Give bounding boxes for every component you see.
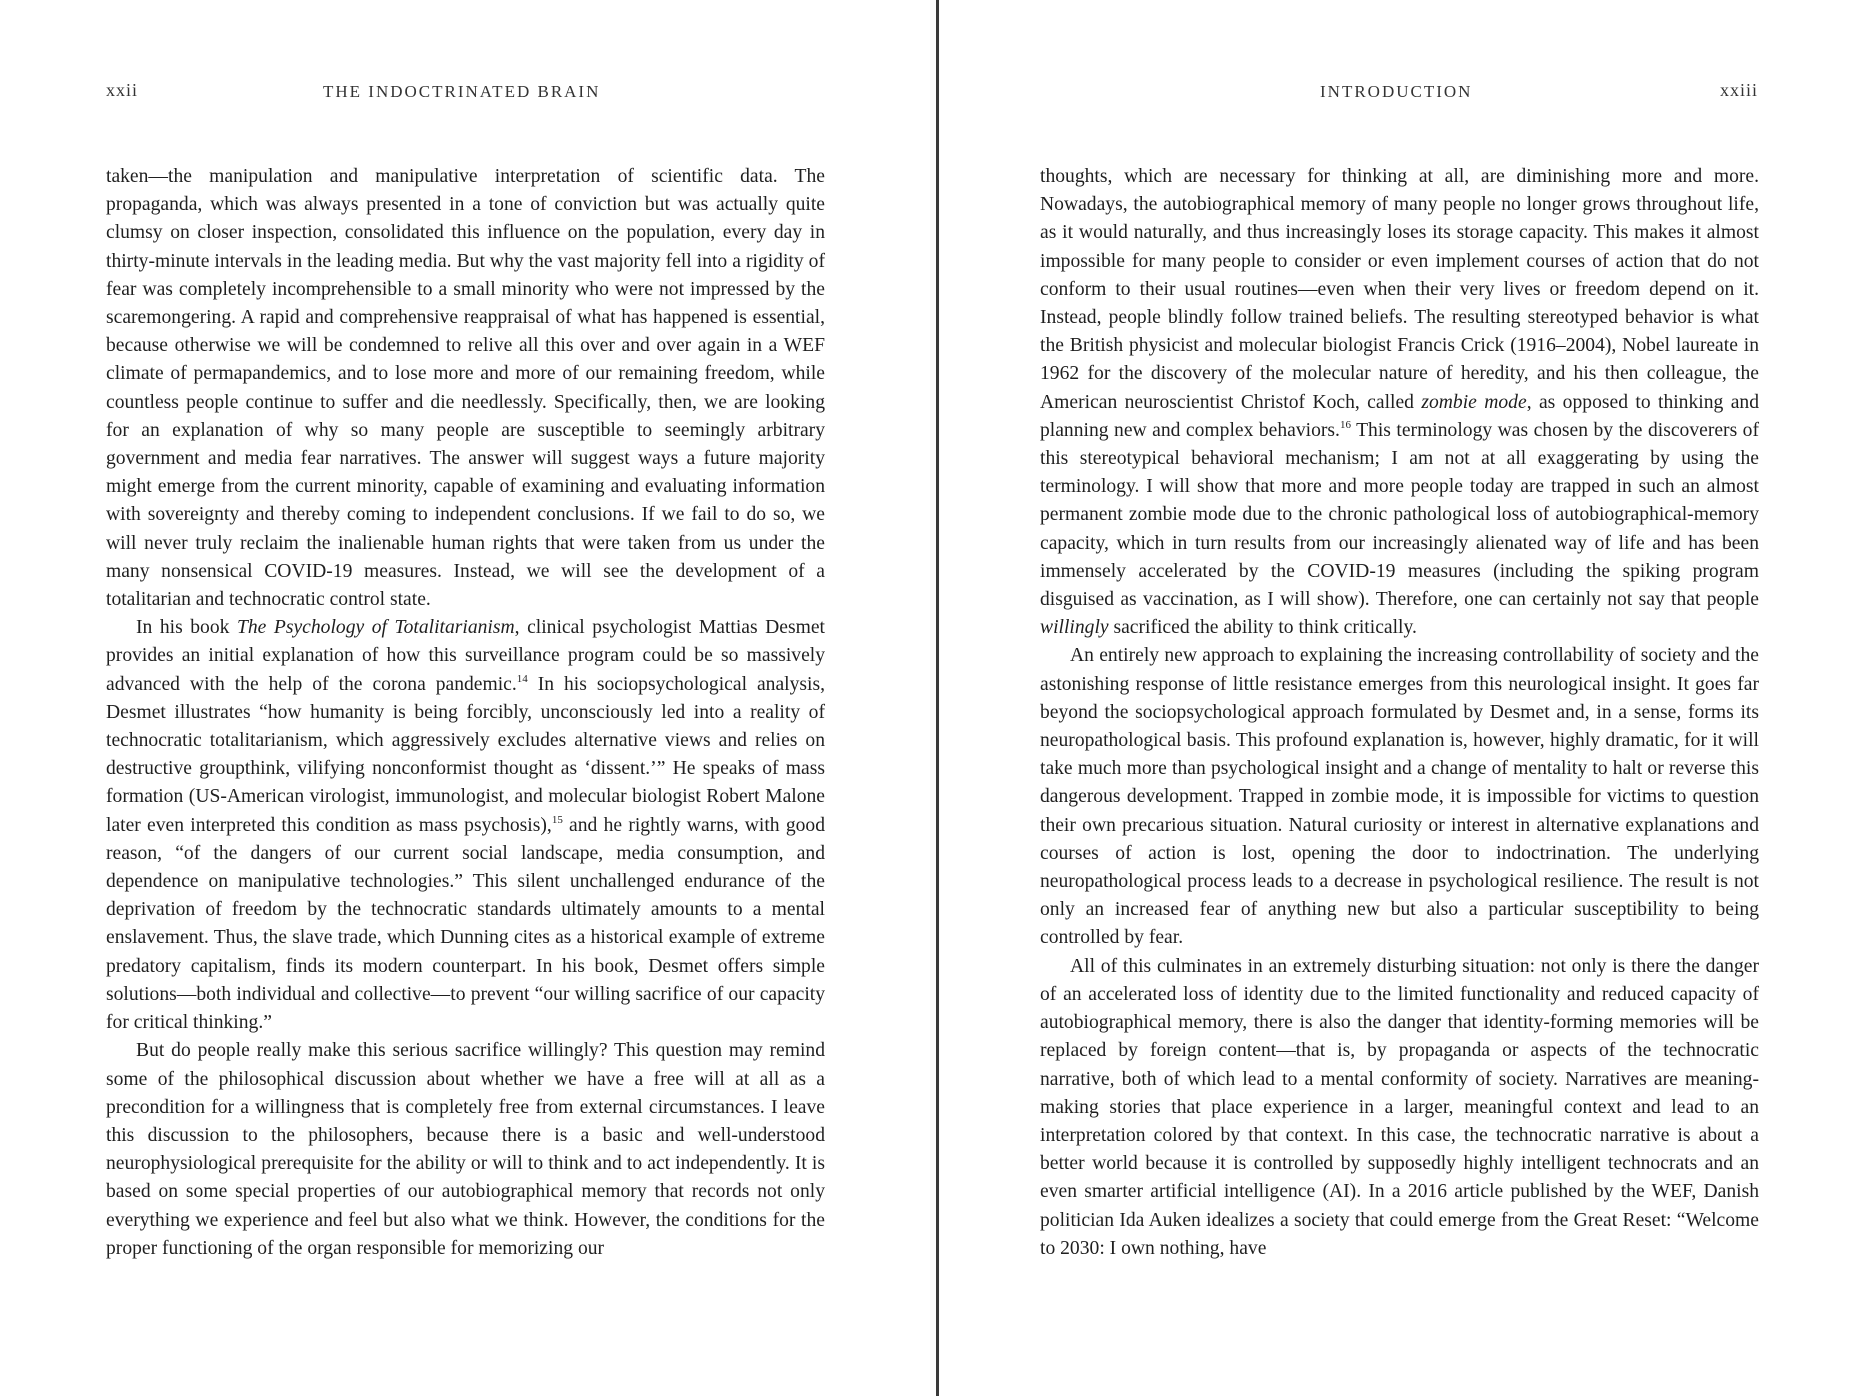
paragraph	[1040, 163, 1759, 642]
text-run: taken—the manipulation and manipulative interpretation of scientific data. The propaganda, which was always presented in a tone of conviction but was actually quite clumsy on closer inspection, consolidated this influence on the population, every day in thirty-minute intervals in the leading media. But why the vast majority fell into a rigidity of fear was completely incomprehensible to a small minority who were not impressed by the scaremongering. A rapid and comprehensive reappraisal of what has happened is essential, because otherwise we will be condemned to relive all this over and over again in a WEF climate of permapandemics, and to lose more and more of our remaining freedom, while countless people continue to suffer and die needlessly. Specifically, then, we are looking for an explanation of why so many people are susceptible to seemingly arbitrary government and media fear narratives. The answer will suggest ways a future majority might emerge from the current minority, capable of examining and evaluating information with sovereignty and thereby coming to independent conclusions. If we fail to do so, we will never truly reclaim the inalienable human rights that were taken from us under the many nonsensical COVID-19 measures. Instead, we will see the development of a totalitarian and technocratic control state.	[106, 166, 825, 611]
body-text	[106, 163, 825, 1263]
page-number: xxiii	[1720, 80, 1759, 100]
text-run: But do people really make this serious sacrifice willingly? This question may remind some of the philosophical discussion about whether we have a free will at all as a precondition for a willingness that is completely free from external circumstances. I leave this discussion to the philosophers, because there is a basic and well-understood neurophysiological prerequisite for the ability or will to think and to act independently. It is based on some special properties of our autobiographical memory that records not only everything we experience and feel but also what we think. However, the conditions for the proper functioning of the organ responsible for memorizing our	[106, 1040, 825, 1259]
page-number: xxii	[106, 80, 139, 100]
text-run: This terminology was chosen by the discoverers of this stereotypical behavioral mechanism; I am not at all exaggerating by using the terminology. I will show that more and more people today are trapped in such an almost permanent zombie mode due to the chronic pathological loss of autobiographical-memory capacity, which in turn results from our increasingly alienated way of life and has been immensely accelerated by the COVID-19 measures (including the spiking program disguised as vaccination, as I will show). Therefore, one can certainly not say that people	[1040, 419, 1760, 611]
italic-text: The Psychology of Totalitarianism	[236, 617, 515, 639]
text-run: , as opposed to thinking and planning new and complex behaviors.	[1040, 391, 1759, 441]
paragraph	[1040, 953, 1759, 1263]
page-gutter	[936, 0, 939, 1396]
running-head: THE INDOCTRINATED BRAIN	[323, 82, 601, 101]
text-run: , clinical psychologist Mattias Desmet provides an initial explanation of how this surveillance program could be so massively advanced with the help of the corona pandemic.	[106, 617, 825, 695]
footnote-ref: 15	[551, 813, 563, 826]
right-page	[940, 0, 1862, 1396]
paragraph	[106, 163, 825, 614]
left-page	[0, 0, 930, 1396]
footnote-ref: 16	[1339, 418, 1351, 431]
footnote-ref: 14	[516, 672, 528, 685]
paragraph	[106, 614, 825, 1037]
paragraph	[106, 1037, 825, 1263]
text-run: sacrificed the ability to think critically.	[1108, 617, 1417, 639]
text-run: All of this culminates in an extremely disturbing situation: not only is there the danger of an accelerated loss of identity due to the limited functionality and reduced capacity of autobiographical memory, there is also the danger that identity-forming memories will be replaced by foreign content—that is, by propaganda or aspects of the technocratic narrative, both of which lead to a mental conformity of society. Narratives are meaning-making stories that place experience in a larger, meaningful context and lead to an interpretation colored by that context. In this case, the technocratic narrative is about a better world because it is controlled by supposedly highly intelligent technocrats and an even smarter artificial intelligence (AI). In a 2016 article published by the WEF, Danish politician Ida Auken idealizes a society that could emerge from the Great Reset: “Welcome to 2030: I own nothing, have	[1040, 955, 1759, 1259]
text-run: In his book	[136, 617, 237, 639]
running-head: INTRODUCTION	[1320, 82, 1473, 101]
italic-text: willingly	[1040, 617, 1109, 639]
italic-text: zombie mode	[1421, 391, 1527, 413]
body-text	[1040, 163, 1759, 1263]
text-run: In his sociopsychological analysis, Desmet illustrates “how humanity is being forcibly, unconsciously led into a reality of technocratic totalitarianism, which aggressively excludes alternative views and relies on destructive groupthink, vilifying nonconformist thought as ‘dissent.’” He speaks of mass formation (US-American virologist, immunologist, and molecular biologist Robert Malone later even interpreted this condition as mass psychosis),	[106, 673, 825, 836]
paragraph	[1040, 642, 1759, 952]
text-run: and he rightly warns, with good reason, “of the dangers of our current social landscape, media consumption, and dependence on manipulative technologies.” This silent unchallenged endurance of the deprivation of freedom by the technocratic standards ultimately amounts to a mental enslavement. Thus, the slave trade, which Dunning cites as a historical example of extreme predatory capitalism, finds its modern counterpart. In his book, Desmet offers simple solutions—both individual and collective—to prevent “our willing sacrifice of our capacity for critical thinking.”	[106, 814, 826, 1034]
text-run: thoughts, which are necessary for thinking at all, are diminishing more and more. Nowadays, the autobiographical memory of many people no longer grows throughout life, as it would naturally, and thus increasingly loses its storage capacity. This makes it almost impossible for many people to consider or even implement courses of action that do not conform to their usual routines—even when their very lives or freedom depend on it. Instead, people blindly follow trained beliefs. The resulting stereotyped behavior is what the British physicist and molecular biologist Francis Crick (1916–2004), Nobel laureate in 1962 for the discovery of the molecular nature of heredity, and his then colleague, the American neuroscientist Christof Koch, called	[1040, 166, 1759, 413]
text-run: An entirely new approach to explaining the increasing controllability of society and the astonishing response of little resistance emerges from this neurological insight. It goes far beyond the sociopsychological approach formulated by Desmet and, in a sense, forms its neuropathological basis. This profound explanation is, however, highly dramatic, for it will take much more than psychological insight and a change of mentality to halt or reverse this dangerous development. Trapped in zombie mode, it is impossible for victims to question their own precarious situation. Natural curiosity or interest in alternative explanations and courses of action is lost, opening the door to indoctrination. The underlying neuropathological process leads to a decrease in psychological resilience. The result is not only an increased fear of anything new but also a particular susceptibility to being controlled by fear.	[1040, 645, 1759, 949]
